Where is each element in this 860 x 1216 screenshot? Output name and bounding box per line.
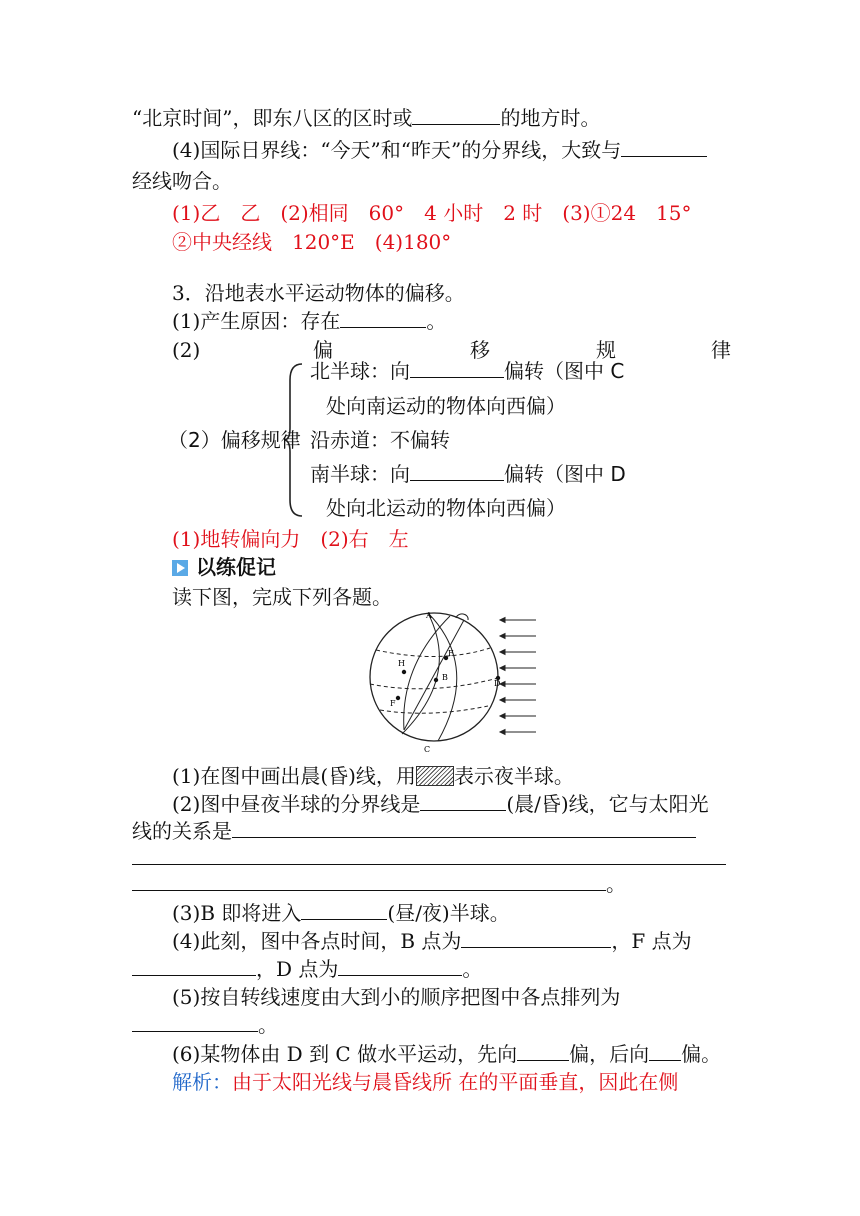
text-line (172, 307, 446, 335)
blank (461, 927, 611, 948)
text: ，F 点为 (611, 929, 692, 953)
equator-rule: 沿赤道：不偏转 (310, 428, 450, 452)
label-f: F (390, 699, 396, 708)
text: 。 (606, 872, 626, 896)
blank (132, 870, 606, 891)
question-2-cont (132, 817, 696, 845)
question-1 (172, 762, 574, 790)
text: (4)国际日界线：“今天”和“昨天”的分界线，大致与 (172, 138, 622, 162)
axis-line (404, 620, 464, 730)
text-line (172, 336, 200, 364)
label-a: A (426, 611, 432, 620)
answer-line (172, 228, 451, 256)
practice-title (172, 553, 276, 581)
north-rule (310, 357, 624, 385)
text: (6)某物体由 D 到 C 做水平运动，先向 (172, 1042, 518, 1066)
text: 线的关系是 (132, 819, 232, 843)
text: 规 (596, 338, 616, 362)
text: 的地方时。 (500, 106, 601, 130)
question-5-cont (132, 1011, 278, 1039)
label-c: C (424, 745, 431, 754)
text: (1)在图中画出晨(昏)线，用 (172, 764, 416, 788)
text: (2)图中昼夜半球的分界线是 (172, 792, 421, 816)
blank (420, 790, 506, 811)
text: (晨/昏)线，它与太阳光 (506, 792, 709, 816)
text-line (132, 104, 600, 132)
text: 律 (711, 338, 731, 362)
text: (5)按自转线速度由大到小的顺序把图中各点排列为 (172, 985, 621, 1009)
question-3 (172, 899, 510, 927)
sunlight-arrows (500, 618, 536, 735)
globe-diagram (360, 606, 540, 754)
text: (1)产生原因：存在 (172, 309, 341, 333)
night-hatch-icon (416, 766, 454, 786)
section-heading (172, 279, 465, 307)
label-b: B (442, 673, 448, 682)
brace-label: （2）偏移规律 (168, 428, 301, 452)
text: 。 (462, 957, 483, 981)
text: 处向南运动的物体向西偏） (326, 394, 566, 418)
point-b (434, 678, 438, 682)
label-e: E (448, 649, 454, 658)
text: 北半球：向 (310, 359, 410, 383)
text: ，D 点为 (256, 957, 339, 981)
parallel (376, 648, 490, 657)
text: 经线吻合。 (132, 169, 232, 193)
text-line (132, 167, 232, 195)
question-4-cont (132, 955, 482, 983)
text: 偏 (313, 338, 333, 362)
question-4 (172, 927, 692, 955)
title-text: 以练促记 (196, 555, 276, 579)
point-f (396, 696, 400, 700)
heading-text: 3．沿地表水平运动物体的偏移。 (172, 281, 465, 305)
blank (621, 136, 707, 157)
text: 南半球：向 (310, 462, 410, 486)
play-marker-icon (172, 560, 188, 576)
blank (132, 844, 726, 865)
blank (649, 1040, 681, 1061)
analysis-line (172, 1068, 678, 1096)
blank (410, 462, 504, 481)
text: 。 (258, 1013, 278, 1037)
label-h: H (398, 659, 405, 668)
south-rule (310, 460, 626, 488)
intro-text: 读下图，完成下列各题。 (172, 585, 392, 609)
answer-text: ②中央经线 120°E (4)180° (172, 230, 452, 254)
text: (4)此刻，图中各点时间，B 点为 (172, 929, 462, 953)
blank (132, 1011, 258, 1032)
blank (232, 817, 696, 838)
point-h (402, 670, 406, 674)
analysis-label: 解析： (172, 1070, 232, 1094)
blank (412, 104, 500, 125)
text: 。 (426, 309, 447, 333)
question-2 (172, 790, 709, 818)
blank (301, 899, 387, 920)
blank (517, 1040, 569, 1061)
blank-line (132, 870, 626, 898)
blank (132, 955, 256, 976)
text: 偏转（图中 C (504, 359, 625, 383)
blank (340, 307, 426, 328)
meridian (402, 613, 439, 734)
text: (2) (172, 338, 201, 362)
text-line (172, 136, 707, 164)
text: 处向北运动的物体向西偏） (326, 496, 566, 520)
answer-text: (1)地转偏向力 (2)右 左 (172, 527, 409, 551)
blank (338, 955, 462, 976)
parallel (380, 706, 488, 713)
text: (昼/夜)半球。 (387, 901, 510, 925)
text: 偏。 (681, 1042, 722, 1066)
blank (410, 359, 504, 378)
label-d: D (494, 679, 501, 688)
analysis-text: 由于太阳光线与晨昏线所 在的平面垂直，因此在侧 (232, 1070, 679, 1094)
text: 移 (470, 338, 490, 362)
globe-circle (370, 613, 501, 741)
text: 偏，后向 (569, 1042, 650, 1066)
question-5 (172, 983, 620, 1011)
blank-line (132, 844, 726, 872)
answer-line (172, 199, 692, 227)
text: “北京时间”，即东八区的区时或 (132, 106, 413, 130)
question-6 (172, 1040, 721, 1068)
text: 偏转（图中 D (504, 462, 626, 486)
text: 表示夜半球。 (453, 764, 574, 788)
text: (3)B 即将进入 (172, 901, 302, 925)
answer-text: (1)乙 乙 (2)相同 60° 4 小时 2 时 (3)①24 15° (172, 201, 692, 225)
